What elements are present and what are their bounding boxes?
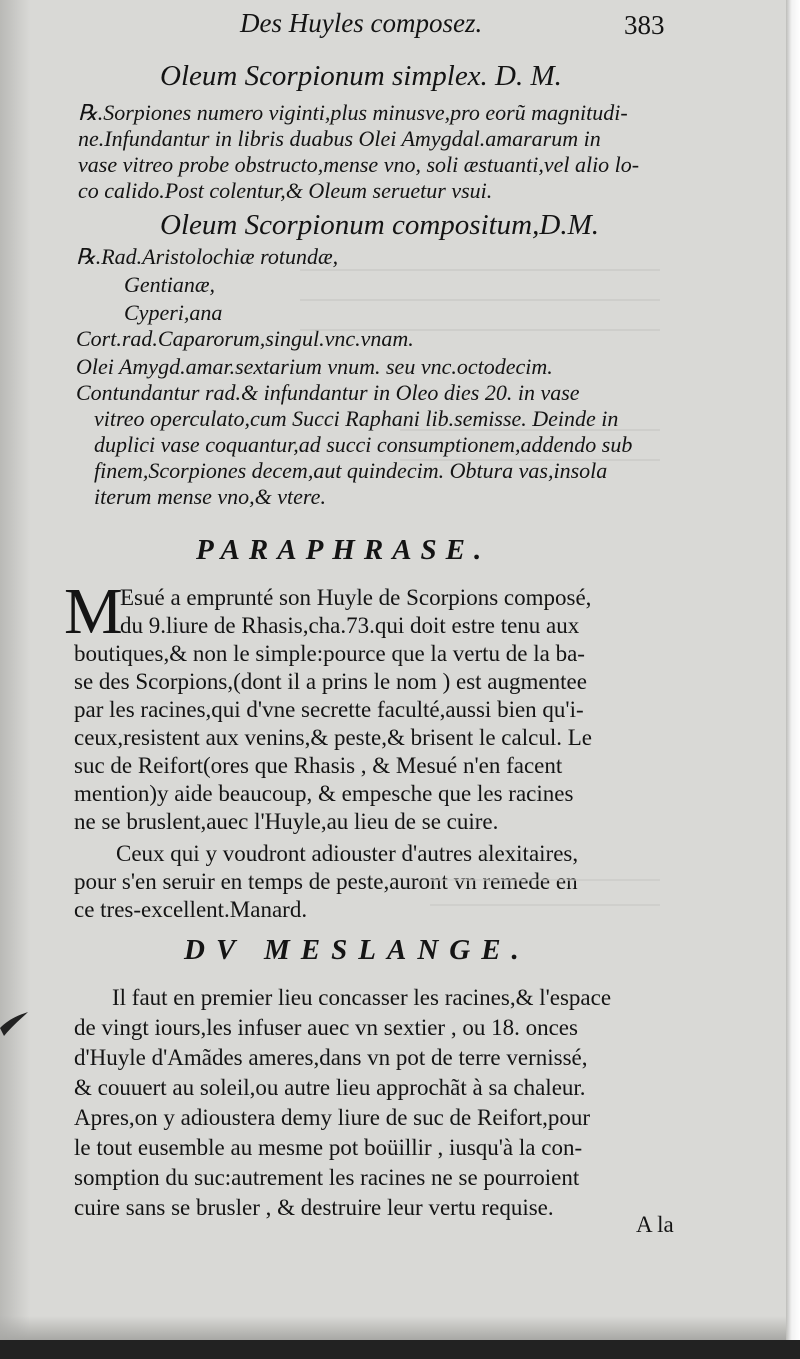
text-line: cuire sans se brusler , & destruire leur vertu requise.: [74, 1195, 554, 1220]
text-line: mention)y aide beaucoup, & empesche que les racines: [74, 781, 574, 806]
page-number: 383: [624, 10, 665, 40]
text-line: iterum mense vno,& vtere.: [94, 484, 326, 509]
page-edge-right: [786, 0, 800, 1359]
text-line: Esué a emprunté son Huyle de Scorpions composé,: [120, 585, 592, 610]
text-line: suc de Reifort(ores que Rhasis , & Mesué n'en facent: [74, 753, 563, 778]
section-title-simplex: Oleum Scorpionum simplex. D. M.: [160, 60, 562, 92]
text-line: Gentianæ,: [124, 272, 216, 297]
text-line: Ceux qui y voudront adiouster d'autres alexitaires,: [116, 841, 579, 866]
section-title-compositum: Oleum Scorpionum compositum,D.M.: [160, 209, 599, 241]
text-line: ceux,resistent aux venins,& peste,& brisent le calcul. Le: [74, 725, 592, 750]
text-line: ne.Infundantur in libris duabus Olei Amygdal.amararum in: [78, 126, 601, 151]
meslange-heading: DV MESLANGE.: [184, 934, 530, 966]
text-line: & couuert au soleil,ou autre lieu approchãt à sa chaleur.: [74, 1075, 586, 1100]
margin-ink-mark-icon: [0, 1006, 30, 1038]
text-line: co calido.Post colentur,& Oleum seruetur vsui.: [78, 178, 493, 203]
text-line: ce tres-excellent.Manard.: [74, 897, 308, 922]
text-line: le tout eusemble au mesme pot boüillir , iusqu'à la con-: [74, 1135, 583, 1160]
text-line: se des Scorpions,(dont il a prins le nom ) est augmentee: [74, 669, 587, 694]
page-bottom-shadow: [0, 1316, 786, 1340]
page-edge-bottom: [0, 1340, 800, 1359]
drop-cap-letter: M: [64, 575, 123, 648]
text-line: Cyperi,ana: [124, 300, 223, 325]
text-line: somption du suc:autrement les racines ne se pourroient: [74, 1165, 580, 1190]
text-line: vitreo operculato,cum Succi Raphani lib.semisse. Deinde in: [94, 406, 619, 431]
running-header: Des Huyles composez.: [240, 8, 483, 38]
text-line: Apres,on y adioustera demy liure de suc de Reifort,pour: [74, 1105, 591, 1130]
catchword: A la: [636, 1212, 674, 1237]
text-line: boutiques,& non le simple:pource que la vertu de la ba-: [74, 641, 585, 666]
text-line: Contundantur rad.& infundantur in Oleo dies 20. in vase: [76, 380, 580, 405]
text-line: du 9.liure de Rhasis,cha.73.qui doit estre tenu aux: [120, 613, 580, 638]
text-line: par les racines,qui d'vne secrette faculté,aussi bien qu'i-: [74, 697, 584, 722]
text-line: Olei Amygd.amar.sextarium vnum. seu vnc.octodecim.: [76, 354, 553, 379]
text-line: ℞.Sorpiones numero viginti,plus minusve,pro eorũ magnitudi-: [78, 100, 628, 125]
text-line: Il faut en premier lieu concasser les racines,& l'espace: [112, 985, 612, 1010]
paraphrase-heading: PARAPHRASE.: [196, 534, 491, 566]
text-line: vase vitreo probe obstructo,mense vno, soli æstuanti,vel alio lo-: [78, 152, 640, 177]
text-line: d'Huyle d'Amãdes ameres,dans vn pot de terre vernissé,: [74, 1045, 588, 1070]
text-line: finem,Scorpiones decem,aut quindecim. Obtura vas,insola: [94, 458, 608, 483]
text-line: ne se bruslent,auec l'Huyle,au lieu de se cuire.: [74, 809, 499, 834]
text-line: de vingt iours,les infuser auec vn sextier , ou 18. onces: [74, 1015, 578, 1040]
text-line: Cort.rad.Caparorum,singul.vnc.vnam.: [76, 326, 414, 351]
page-gutter-shadow: [0, 0, 30, 1340]
text-line: pour s'en seruir en temps de peste,auront vn remede en: [74, 869, 578, 894]
text-line: duplici vase coquantur,ad succi consumptionem,addendo sub: [94, 432, 633, 457]
text-line: ℞.Rad.Aristolochiæ rotundæ,: [76, 244, 339, 269]
